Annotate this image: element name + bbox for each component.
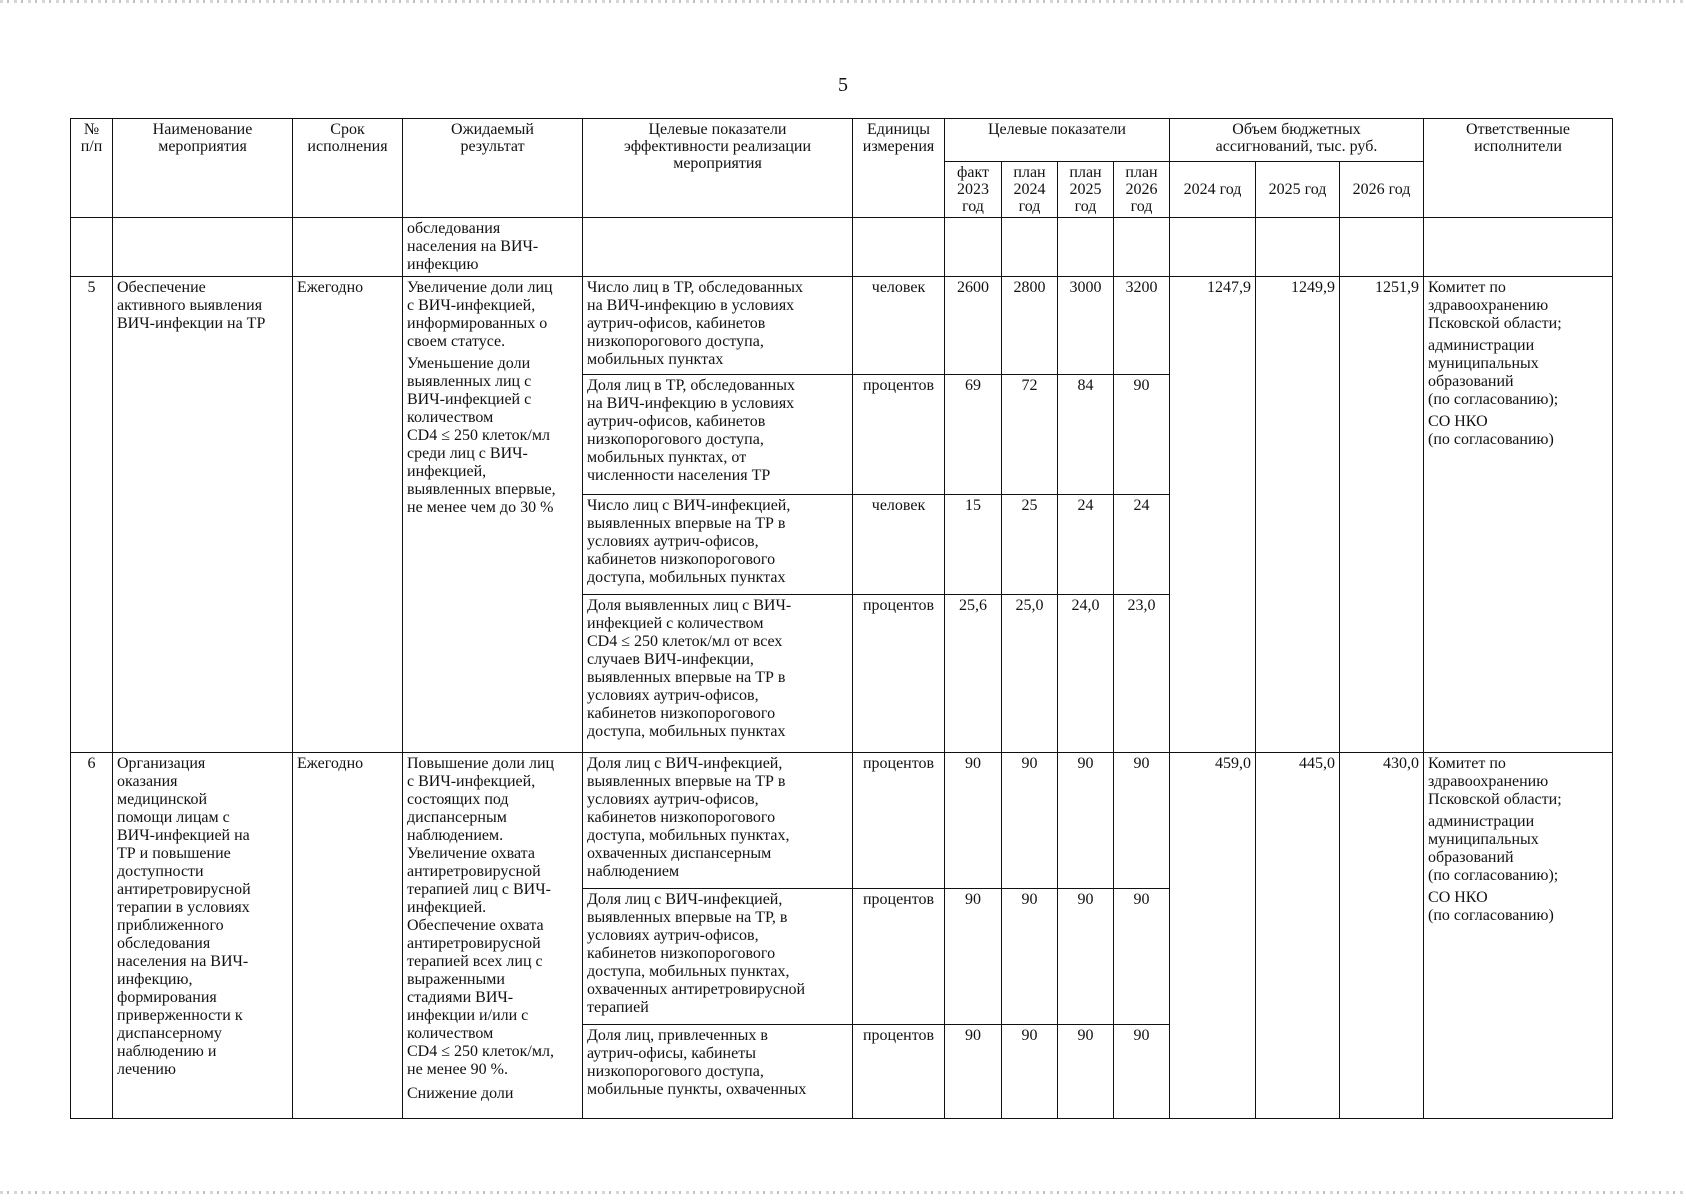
scan-edge-top: [0, 0, 1686, 3]
header-budget: Объем бюджетных ассигнований, тыс. руб.: [1170, 119, 1424, 162]
header-targets: Целевые показатели: [945, 119, 1170, 162]
row5-value: 25,6: [945, 595, 1002, 753]
row6-responsible: Комитет по здравоохранению Псковской области; администрации муниципальных образований (по согласованию); СО НКО (по согласованию): [1424, 753, 1613, 1119]
row6-value: 90: [1058, 1025, 1114, 1119]
row5-budget-2024: 1247,9: [1170, 277, 1256, 753]
row6-value: 90: [945, 1025, 1002, 1119]
row5-value: 2800: [1002, 277, 1058, 375]
row5-unit-1: человек: [853, 277, 945, 375]
row6-num: 6: [71, 753, 113, 1119]
row5-indicator-4: Доля выявленных лиц с ВИЧ- инфекцией с количеством CD4 ≤ 250 клеток/мл от всех случаев ВИЧ-инфекции, выявленных впервые на ТР в условиях аутрич-офисов, кабинетов низкопорогового доступа, мобильных пунктах: [583, 595, 853, 753]
header-term: Срок исполнения: [293, 119, 403, 218]
row5-indicator-3: Число лиц с ВИЧ-инфекцией, выявленных впервые на ТР в условиях аутрич-офисов, кабинетов низкопорогового доступа, мобильных пунктах: [583, 495, 853, 595]
row6-unit-3: процентов: [853, 1025, 945, 1119]
row5-budget-2025: 1249,9: [1256, 277, 1340, 753]
header-result: Ожидаемый результат: [403, 119, 583, 218]
row6-value: 90: [1058, 889, 1114, 1025]
row5-value: 3000: [1058, 277, 1114, 375]
row6-value: 90: [1114, 1025, 1170, 1119]
header-year-2026: 2026 год: [1340, 162, 1424, 218]
row6-unit-2: процентов: [853, 889, 945, 1025]
table-row: [71, 753, 1613, 889]
row6-result-p2: Снижение доли: [407, 1085, 514, 1102]
row5-value: 90: [1114, 375, 1170, 495]
row5-indicator-2: Доля лиц в ТР, обследованных на ВИЧ-инфекцию в условиях аутрич-офисов, кабинетов низкопорогового доступа, мобильных пунктах, от численности населения ТР: [583, 375, 853, 495]
row6-name: Организация оказания медицинской помощи лицам с ВИЧ-инфекцией на ТР и повышение доступности антиретровирусной терапии в условиях приближенного обследования населения на ВИЧ- инфекцию, формирования приверженности к диспансерному наблюдению и лечению: [113, 753, 293, 1119]
row5-value: 24,0: [1058, 595, 1114, 753]
table-row: [71, 277, 1613, 375]
header-num: № п/п: [71, 119, 113, 218]
row5-indicator-1: Число лиц в ТР, обследованных на ВИЧ-инфекцию в условиях аутрич-офисов, кабинетов низкопорогового доступа, мобильных пунктах: [583, 277, 853, 375]
row6-term: Ежегодно: [293, 753, 403, 1119]
header-year-2024: 2024 год: [1170, 162, 1256, 218]
page-number: 5: [838, 74, 848, 96]
row6-budget-2024: 459,0: [1170, 753, 1256, 1119]
row6-value: 90: [945, 753, 1002, 889]
row6-indicator-2: Доля лиц с ВИЧ-инфекцией, выявленных впервые на ТР, в условиях аутрич-офисов, кабинетов низкопорогового доступа, мобильных пунктах, охваченных антиретровирусной терапией: [583, 889, 853, 1025]
header-units: Единицы измерения: [853, 119, 945, 218]
row5-value: 69: [945, 375, 1002, 495]
row5-term: Ежегодно: [293, 277, 403, 753]
header-plan-2026: план 2026 год: [1114, 162, 1170, 218]
program-activities-table: [70, 118, 1613, 1119]
row5-result-p1: Увеличение доли лиц с ВИЧ-инфекцией, информированных о своем статусе.: [407, 279, 553, 350]
header-responsible: Ответственные исполнители: [1424, 119, 1613, 218]
row6-indicator-1: Доля лиц с ВИЧ-инфекцией, выявленных впервые на ТР в условиях аутрич-офисов, кабинетов низкопорогового доступа, мобильных пунктах, охваченных диспансерным наблюдением: [583, 753, 853, 889]
row5-value: 24: [1058, 495, 1114, 595]
header-plan-2024: план 2024 год: [1002, 162, 1058, 218]
carry-result: обследования населения на ВИЧ- инфекцию: [403, 218, 583, 277]
row6-value: 90: [1002, 889, 1058, 1025]
row6-result: [403, 753, 583, 1119]
row5-unit-2: процентов: [853, 375, 945, 495]
row5-value: 2600: [945, 277, 1002, 375]
row6-value: 90: [1002, 753, 1058, 889]
header-year-2025: 2025 год: [1256, 162, 1340, 218]
row5-value: 72: [1002, 375, 1058, 495]
row6-value: 90: [1002, 1025, 1058, 1119]
carry-over-row: [71, 218, 1613, 277]
row5-num: 5: [71, 277, 113, 753]
row6-indicator-3: Доля лиц, привлеченных в аутрич-офисы, кабинеты низкопорогового доступа, мобильные пункты, охваченных: [583, 1025, 853, 1119]
row5-value: 23,0: [1114, 595, 1170, 753]
row5-value: 15: [945, 495, 1002, 595]
row6-value: 90: [945, 889, 1002, 1025]
row6-value: 90: [1114, 889, 1170, 1025]
table-header-row: [71, 119, 1613, 162]
row5-name: Обеспечение активного выявления ВИЧ-инфекции на ТР: [113, 277, 293, 753]
row6-budget-2026: 430,0: [1340, 753, 1424, 1119]
row6-result-p1: Повышение доли лиц с ВИЧ-инфекцией, состоящих под диспансерным наблюдением. Увеличение охвата антиретровирусной терапией лиц с ВИЧ- инфекцией. Обеспечение охвата антиретровирусной терапией всех лиц с выраженными стадиями ВИЧ- инфекции и/или с количеством CD4 ≤ 250 клеток/мл, не менее 90 %.: [407, 755, 555, 1078]
row5-value: 24: [1114, 495, 1170, 595]
row5-budget-2026: 1251,9: [1340, 277, 1424, 753]
header-name: Наименование мероприятия: [113, 119, 293, 218]
row5-value: 25,0: [1002, 595, 1058, 753]
row5-unit-4: процентов: [853, 595, 945, 753]
row5-result: [403, 277, 583, 753]
row5-value: 25: [1002, 495, 1058, 595]
row6-value: 90: [1058, 753, 1114, 889]
row5-value: 3200: [1114, 277, 1170, 375]
header-indicators: Целевые показатели эффективности реализации мероприятия: [583, 119, 853, 218]
row6-budget-2025: 445,0: [1256, 753, 1340, 1119]
header-plan-2025: план 2025 год: [1058, 162, 1114, 218]
row5-responsible: Комитет по здравоохранению Псковской области; администрации муниципальных образований (по согласованию); СО НКО (по согласованию): [1424, 277, 1613, 753]
header-fact-2023: факт 2023 год: [945, 162, 1002, 218]
row6-value: 90: [1114, 753, 1170, 889]
row5-result-p2: Уменьшение доли выявленных лиц с ВИЧ-инфекцией с количеством CD4 ≤ 250 клеток/мл среди лиц с ВИЧ- инфекцией, выявленных впервые, не менее чем до 30 %: [407, 355, 556, 516]
row6-unit-1: процентов: [853, 753, 945, 889]
row5-unit-3: человек: [853, 495, 945, 595]
scan-edge-bottom: [0, 1191, 1686, 1194]
row5-value: 84: [1058, 375, 1114, 495]
